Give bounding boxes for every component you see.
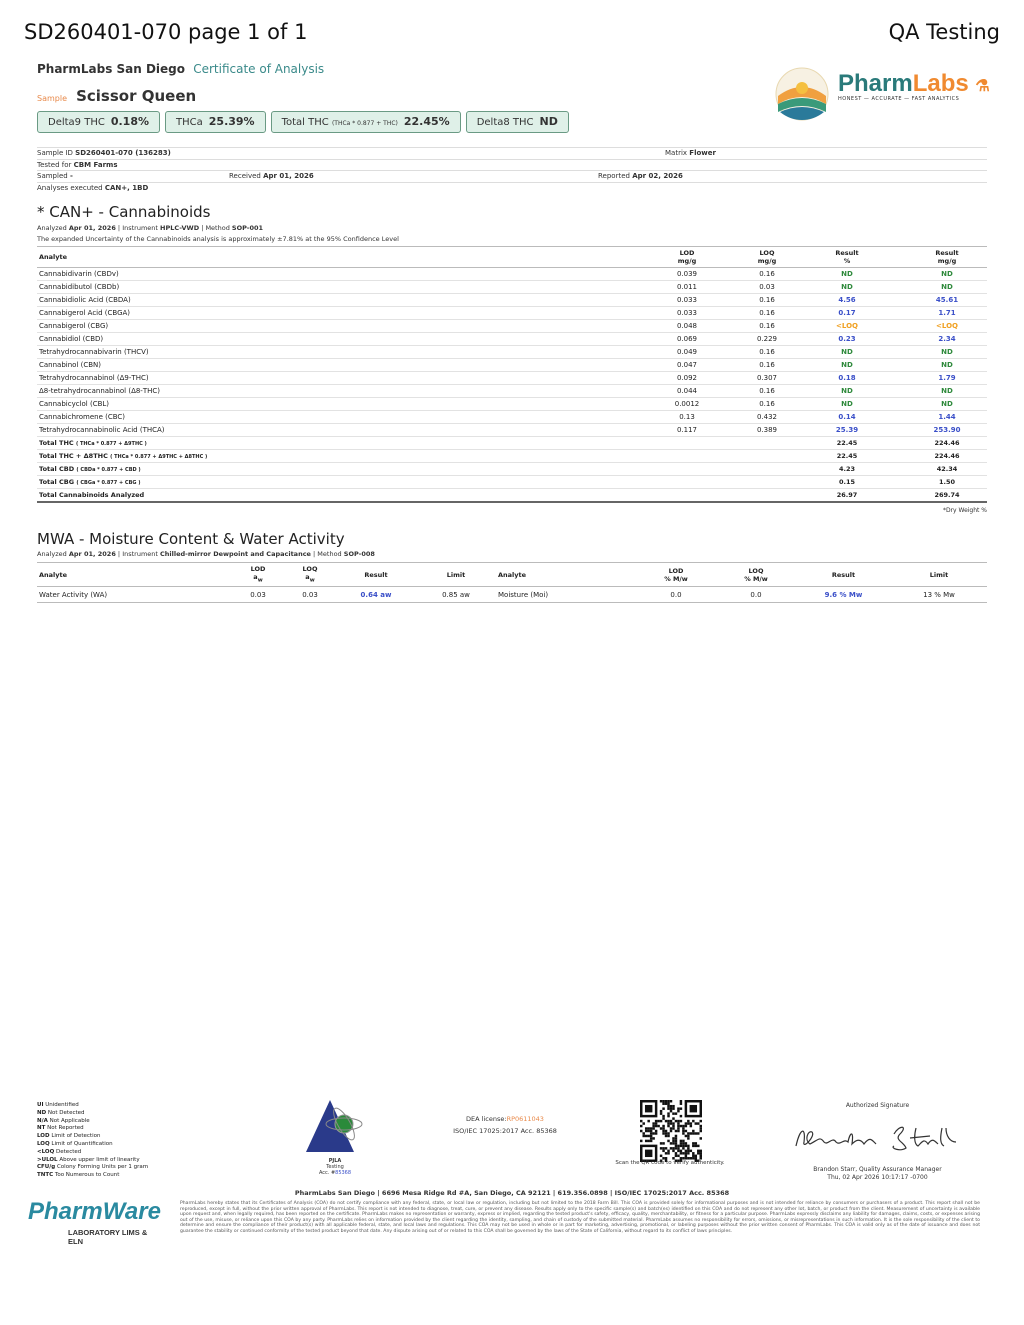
col-result-pct — [787, 247, 907, 268]
legend-abbr: LOQ — [37, 1140, 50, 1147]
legend-item — [37, 1102, 148, 1110]
lod-value: 0.13 — [627, 411, 747, 424]
analyte-name: Cannabidivarin (CBDv) — [37, 268, 627, 281]
col-loq — [284, 563, 336, 587]
lod-value: 0.033 — [627, 307, 747, 320]
legend-abbr: LOD — [37, 1133, 50, 1140]
legend-item — [37, 1157, 148, 1165]
result-mg: 224.46 — [907, 450, 987, 463]
loq-value: 0.16 — [747, 268, 787, 281]
total-name — [37, 437, 627, 450]
dea-number: RP0611043 — [506, 1115, 544, 1123]
pharmware-sub: LABORATORY LIMS & ELN — [68, 1228, 148, 1246]
badge-delta9 — [37, 111, 160, 133]
pjla-acc — [300, 1170, 370, 1176]
info-label: Method — [317, 550, 342, 558]
signature-caption — [790, 1166, 965, 1182]
legend-abbr: N/A — [37, 1117, 48, 1124]
total-row — [37, 476, 987, 489]
legend-abbr: <LOQ — [37, 1148, 55, 1155]
received-value: Apr 01, 2026 — [263, 172, 314, 180]
loq-value: 0.16 — [747, 359, 787, 372]
legend-text: Not Applicable — [49, 1117, 90, 1124]
lod-value: 0.033 — [627, 294, 747, 307]
badge-total-thc — [271, 111, 461, 133]
legend-text: Not Detected — [47, 1109, 85, 1116]
info-label: Method — [205, 224, 230, 232]
legal-disclaimer: PharmLabs hereby states that its Certificates of Analysis (COA) do not certify compliance with any federal, state, or local law or regulation, including but not limited to the 2018 Farm Bill. This COA is provided solely for informational purposes and is not intended for reliance by consumers or purchasers of a product. This report shall not be reproduced, except in full, without the prior written approval of PharmLabs. This report is not intended to diagnose, treat, cure, or prevent any disease. Results apply only to the specific sample(s) and batch(es) identified on this COA and do not represent any other lot, batch, or product from the client. Measurement of uncertainty is available upon request and, when legally required, has been reported on the certificate. PharmLabs makes no representation or warranty, express or implied, regarding the tested product's safety, efficacy, quality, merchantability, or fitness for a particular purpose. PharmLabs expressly disclaims any liability for damages, claims, costs, or expenses arising out of the use, misuse, or reliance upon this COA by any party. PharmLabs relies on information provided by the client regarding the identity, sampling, and chain of custody of the submitted material. PharmLabs assumes no responsibility for errors, omissions, or misrepresentations in such information. It is the sole responsibility of the client to determine and ensure the compliance of their product(s) with all applicable federal, state, and local laws and regulations. This COA may not be used in whole or in part for marketing, advertising, promotional, or labeling purposes without the prior written consent of PharmLabs. This COA is valid only as of the date of issuance and does not guarantee the stability or continued conformity of the tested product beyond that date. Any dispute arising out of or related to this COA shall be governed by the laws of the State of California, without regard to its conflict of laws principles. — [180, 1201, 980, 1234]
cannabinoids-subtitle — [37, 223, 399, 245]
lod-value: 0.047 — [627, 359, 747, 372]
sampled-value: - — [69, 172, 73, 180]
legend-text: Detected — [56, 1148, 82, 1155]
dea-info — [430, 1113, 580, 1137]
table-row — [37, 346, 987, 359]
total-name — [37, 476, 627, 489]
logo-emblem-icon — [770, 60, 836, 124]
legend-item — [37, 1172, 148, 1180]
meta-row — [37, 182, 987, 194]
result-pct: <LOQ — [787, 320, 907, 333]
badge-label: Delta8 THC — [476, 117, 534, 128]
total-formula: ( CBDa * 0.877 + CBD ) — [76, 467, 141, 473]
tested-for-value: CBM Farms — [73, 160, 118, 169]
legend-text: Limit of Quantification — [51, 1140, 113, 1147]
analyte-name: Cannabigerol Acid (CBGA) — [37, 307, 627, 320]
badge-value: 25.39% — [208, 115, 255, 128]
total-label: Total Cannabinoids Analyzed — [39, 491, 145, 499]
result-pct: 4.23 — [787, 463, 907, 476]
analyte-name: Cannabigerol (CBG) — [37, 320, 627, 333]
table-row — [37, 320, 987, 333]
sample-label: Sample — [37, 94, 67, 103]
acc-number: 85368 — [335, 1170, 352, 1176]
loq-value — [747, 476, 787, 489]
lod-value — [627, 450, 747, 463]
info-label: Analyzed — [37, 550, 67, 558]
result-mg: 253.90 — [907, 424, 987, 437]
total-name — [37, 450, 627, 463]
pharmlabs-logo — [770, 60, 995, 124]
total-formula: ( THCa * 0.877 + Δ9THC ) — [75, 441, 147, 447]
table-header-row — [37, 247, 987, 268]
result-mg: ND — [907, 385, 987, 398]
limit-value: 13 % Mw — [891, 587, 987, 603]
result-mg: 224.46 — [907, 437, 987, 450]
result-mg: 2.34 — [907, 333, 987, 346]
result-mg: ND — [907, 281, 987, 294]
info-label: Instrument — [122, 550, 158, 558]
result-pct: ND — [787, 385, 907, 398]
lod-value: 0.0 — [636, 587, 716, 603]
dea-line — [430, 1113, 580, 1125]
result-mg: ND — [907, 398, 987, 411]
total-label: Total THC + Δ8THC — [39, 452, 108, 460]
col-unit: % M/w — [744, 574, 768, 583]
qr-caption: Scan the QR code to verify authenticity. — [615, 1160, 725, 1166]
legend-abbr: ND — [37, 1109, 47, 1116]
total-name — [37, 489, 627, 503]
table-row — [37, 307, 987, 320]
total-row — [37, 450, 987, 463]
analyte-name: Tetrahydrocannabinol (Δ9-THC) — [37, 372, 627, 385]
loq-value: 0.307 — [747, 372, 787, 385]
lod-value: 0.03 — [232, 587, 284, 603]
table-row — [37, 385, 987, 398]
result-pct: ND — [787, 359, 907, 372]
flask-icon: ⚗ — [975, 78, 990, 95]
meta-row — [37, 159, 987, 171]
result-pct: 0.23 — [787, 333, 907, 346]
logo-wordmark — [838, 70, 990, 98]
loq-value — [747, 489, 787, 503]
total-row — [37, 489, 987, 503]
pharmware-logo — [28, 1198, 163, 1246]
col-label: LOQ — [748, 566, 764, 575]
loq-value: 0.16 — [747, 320, 787, 333]
legend-text: Colony Forming Units per 1 gram — [56, 1164, 149, 1171]
col-label: LOD — [679, 249, 695, 257]
loq-value: 0.389 — [747, 424, 787, 437]
lod-value: 0.049 — [627, 346, 747, 359]
signed-date: Thu, 02 Apr 2026 10:17:17 -0700 — [827, 1174, 928, 1181]
legend-item — [37, 1118, 148, 1126]
col-limit: Limit — [416, 563, 496, 587]
logo-word-2: Labs — [912, 70, 969, 97]
analyses-value: CAN+, 1BD — [104, 183, 149, 192]
pjla-sub: Testing — [326, 1164, 344, 1170]
dry-weight-note: *Dry Weight % — [942, 507, 987, 514]
loq-value: 0.16 — [747, 307, 787, 320]
lab-line — [37, 62, 324, 76]
col-limit-2: Limit — [891, 563, 987, 587]
loq-value: 0.229 — [747, 333, 787, 346]
loq-value: 0.03 — [747, 281, 787, 294]
badge-value: 22.45% — [403, 115, 450, 128]
logo-tagline: HONEST — ACCURATE — FAST ANALYTICS — [838, 96, 960, 102]
handwritten-signature — [790, 1120, 970, 1154]
loq-value: 0.16 — [747, 385, 787, 398]
badge-value: ND — [539, 115, 558, 128]
col-unit: mg/g — [757, 257, 777, 265]
analyte-name: Cannabicyclol (CBL) — [37, 398, 627, 411]
lod-value — [627, 476, 747, 489]
pjla-badge — [300, 1098, 370, 1178]
doc-type: Certificate of Analysis — [193, 62, 325, 76]
lod-value: 0.048 — [627, 320, 747, 333]
sample-line — [37, 86, 196, 105]
pjla-logo-icon — [304, 1098, 366, 1154]
table-row — [37, 424, 987, 437]
legend-item — [37, 1125, 148, 1133]
lod-value: 0.011 — [627, 281, 747, 294]
analyte-name: Water Activity (WA) — [37, 587, 232, 603]
lod-value: 0.069 — [627, 333, 747, 346]
meta-label: Analyses executed — [37, 183, 103, 192]
legend-abbr: TNTC — [37, 1172, 54, 1179]
result-pct: ND — [787, 268, 907, 281]
sample-name: Scissor Queen — [76, 87, 197, 105]
loq-value — [747, 463, 787, 476]
badge-formula: (THCa * 0.877 + THC) — [331, 120, 398, 127]
table-row — [37, 281, 987, 294]
total-label: Total CBG — [39, 478, 75, 486]
result-pct: 0.15 — [787, 476, 907, 489]
legend-item — [37, 1164, 148, 1172]
iso-line: ISO/IEC 17025:2017 Acc. 85368 — [453, 1127, 557, 1135]
result-pct: 0.18 — [787, 372, 907, 385]
col-analyte: Analyte — [37, 563, 232, 587]
result-mg: <LOQ — [907, 320, 987, 333]
result-value: 9.6 % Mw — [796, 587, 891, 603]
result-mg: 1.50 — [907, 476, 987, 489]
total-name — [37, 463, 627, 476]
info-label: Analyzed — [37, 224, 67, 232]
reported-value: Apr 02, 2026 — [632, 172, 683, 180]
result-pct: ND — [787, 281, 907, 294]
result-pct: 22.45 — [787, 437, 907, 450]
total-label: Total THC — [39, 439, 74, 447]
col-label: Result — [935, 249, 959, 257]
potency-badges — [37, 111, 569, 133]
uncertainty-note: The expanded Uncertainty of the Cannabinoids analysis is approximately ±7.81% at the 95% Confidence Level — [37, 235, 399, 243]
qa-testing-header: QA Testing — [888, 20, 1000, 44]
meta-label: Sample ID — [37, 149, 73, 157]
analyte-name: Cannabichromene (CBC) — [37, 411, 627, 424]
table-row — [37, 359, 987, 372]
result-mg: 45.61 — [907, 294, 987, 307]
col-unit: $a_w$ — [253, 573, 263, 584]
total-row — [37, 437, 987, 450]
table-row — [37, 398, 987, 411]
result-pct: ND — [787, 398, 907, 411]
instrument: HPLC-VWD — [160, 224, 200, 232]
logo-word-1: Pharm — [838, 70, 913, 97]
result-pct: 25.39 — [787, 424, 907, 437]
loq-value: 0.16 — [747, 294, 787, 307]
acc-label: Acc. # — [318, 1170, 336, 1176]
verification-qr-icon[interactable] — [640, 1100, 702, 1162]
analyte-name: Tetrahydrocannabivarin (THCV) — [37, 346, 627, 359]
legend-item — [37, 1141, 148, 1149]
result-mg: 1.71 — [907, 307, 987, 320]
cannabinoids-table — [37, 246, 987, 503]
mwa-subtitle: Analyzed Apr 01, 2026 | Instrument Chilled-mirror Dewpoint and Capacitance | Method SOP-008 — [37, 550, 375, 558]
table-row — [37, 587, 987, 603]
report-id-header: SD260401-070 page 1 of 1 — [24, 20, 308, 44]
dea-label: DEA license: — [466, 1115, 507, 1123]
result-mg: 42.34 — [907, 463, 987, 476]
result-pct: 26.97 — [787, 489, 907, 503]
loq-value — [747, 450, 787, 463]
limit-value: 0.85 aw — [416, 587, 496, 603]
col-result: Result — [336, 563, 416, 587]
col-lod — [232, 563, 284, 587]
loq-value: 0.16 — [747, 398, 787, 411]
legend-item — [37, 1110, 148, 1118]
lod-value — [627, 463, 747, 476]
meta-row — [37, 170, 987, 182]
table-header-row — [37, 563, 987, 587]
pharmware-wordmark: PharmWare — [28, 1198, 161, 1225]
legend-abbr: CFU/g — [37, 1164, 56, 1171]
badge-label: Total THC — [281, 117, 329, 128]
loq-value — [747, 437, 787, 450]
table-row — [37, 268, 987, 281]
loq-value: 0.0 — [716, 587, 796, 603]
result-mg: 269.74 — [907, 489, 987, 503]
col-label: Result — [835, 249, 859, 257]
col-result-mg — [907, 247, 987, 268]
col-unit: mg/g — [937, 257, 957, 265]
meta-row — [37, 147, 987, 159]
cannabinoids-title: * CAN+ - Cannabinoids — [37, 203, 211, 221]
lod-value — [627, 437, 747, 450]
legend-abbr: UI — [37, 1102, 44, 1108]
lod-value: 0.044 — [627, 385, 747, 398]
col-unit: mg/g — [677, 257, 697, 265]
col-label: LOD — [250, 565, 266, 573]
meta-label: Tested for — [37, 160, 72, 169]
signature-title: Authorized Signature — [845, 1102, 910, 1109]
result-value: 0.64 aw — [336, 587, 416, 603]
table-row — [37, 333, 987, 346]
badge-label: THCa — [176, 117, 203, 128]
col-unit: $a_w$ — [305, 573, 315, 584]
analyte-name: Cannabidiol (CBD) — [37, 333, 627, 346]
sample-id: SD260401-070 (136283) — [75, 149, 171, 157]
footer-address: PharmLabs San Diego | 6696 Mesa Ridge Rd #A, San Diego, CA 92121 | 619.356.0898 | ISO/IEC 17025:2017 Acc. 85368 — [294, 1189, 730, 1197]
legend-text: Above upper limit of linearity — [59, 1156, 140, 1163]
result-pct: ND — [787, 346, 907, 359]
pjla-title: PJLA — [328, 1158, 342, 1164]
abbreviation-legend — [37, 1102, 148, 1180]
meta-label: Received — [229, 172, 261, 180]
result-mg: ND — [907, 359, 987, 372]
col-label: LOQ — [759, 249, 775, 257]
col-unit: % M/w — [664, 574, 688, 583]
col-analyte: Analyte — [37, 247, 627, 268]
legend-text: Not Reported — [47, 1125, 84, 1132]
analyte-name: Cannabinol (CBN) — [37, 359, 627, 372]
sample-meta — [37, 147, 987, 193]
mwa-table — [37, 562, 987, 603]
loq-value: 0.16 — [747, 346, 787, 359]
table-row — [37, 411, 987, 424]
lod-value: 0.117 — [627, 424, 747, 437]
legend-item — [37, 1149, 148, 1157]
col-analyte-2: Analyte — [496, 563, 636, 587]
instrument: Chilled-mirror Dewpoint and Capacitance — [160, 550, 311, 558]
result-mg: 1.44 — [907, 411, 987, 424]
analyzed-date: Apr 01, 2026 — [68, 224, 116, 232]
result-pct: 4.56 — [787, 294, 907, 307]
table-row — [37, 294, 987, 307]
analyte-name: Moisture (Moi) — [496, 587, 636, 603]
matrix-value: Flower — [689, 149, 716, 157]
cannabinoids-body — [37, 268, 987, 503]
meta-label: Matrix — [665, 149, 688, 157]
total-formula: ( THCa * 0.877 + Δ9THC + Δ8THC ) — [110, 454, 208, 460]
total-formula: ( CBGa * 0.877 + CBG ) — [76, 480, 141, 486]
col-result-2: Result — [796, 563, 891, 587]
result-pct: 0.14 — [787, 411, 907, 424]
result-pct: 22.45 — [787, 450, 907, 463]
legend-text: Too Numerous to Count — [54, 1172, 120, 1179]
info-label: Instrument — [122, 224, 158, 232]
loq-value: 0.432 — [747, 411, 787, 424]
loq-value: 0.03 — [284, 587, 336, 603]
analyzed-date: Apr 01, 2026 — [68, 550, 116, 558]
legend-text: Unidentified — [45, 1102, 79, 1108]
badge-label: Delta9 THC — [48, 117, 105, 128]
lod-value: 0.092 — [627, 372, 747, 385]
col-unit: % — [843, 257, 851, 265]
col-loq — [747, 247, 787, 268]
table-row — [37, 372, 987, 385]
result-mg: 1.79 — [907, 372, 987, 385]
col-lod — [627, 247, 747, 268]
result-mg: ND — [907, 268, 987, 281]
analysis-info: Analyzed Apr 01, 2026 | Instrument HPLC-VWD | Method SOP-001 — [37, 224, 264, 232]
method: SOP-001 — [231, 224, 264, 232]
legend-abbr: NT — [37, 1125, 46, 1132]
lod-value — [627, 489, 747, 503]
lab-name: PharmLabs San Diego — [37, 62, 186, 76]
mwa-title: MWA - Moisture Content & Water Activity — [37, 530, 345, 548]
col-loq-2 — [716, 563, 796, 587]
badge-delta8 — [466, 111, 569, 133]
meta-label: Reported — [598, 172, 630, 180]
lod-value: 0.039 — [627, 268, 747, 281]
lod-value: 0.0012 — [627, 398, 747, 411]
result-mg: ND — [907, 346, 987, 359]
total-row — [37, 463, 987, 476]
total-label: Total CBD — [39, 465, 75, 473]
result-pct: 0.17 — [787, 307, 907, 320]
analyte-name: Tetrahydrocannabinolic Acid (THCA) — [37, 424, 627, 437]
col-label: LOD — [668, 566, 684, 575]
analyte-name: Δ8-tetrahydrocannabinol (Δ8-THC) — [37, 385, 627, 398]
analyte-name: Cannabidibutol (CBDb) — [37, 281, 627, 294]
method: SOP-008 — [343, 550, 375, 558]
analyte-name: Cannabidiolic Acid (CBDA) — [37, 294, 627, 307]
signer-name: Brandon Starr, Quality Assurance Manager — [813, 1166, 942, 1173]
badge-thca — [165, 111, 266, 133]
legend-text: Limit of Detection — [51, 1133, 101, 1140]
legend-item — [37, 1133, 148, 1141]
badge-value: 0.18% — [110, 115, 150, 128]
col-label: LOQ — [302, 565, 318, 573]
col-lod-2 — [636, 563, 716, 587]
legend-abbr: >ULOL — [37, 1156, 58, 1163]
meta-label: Sampled — [37, 172, 68, 180]
